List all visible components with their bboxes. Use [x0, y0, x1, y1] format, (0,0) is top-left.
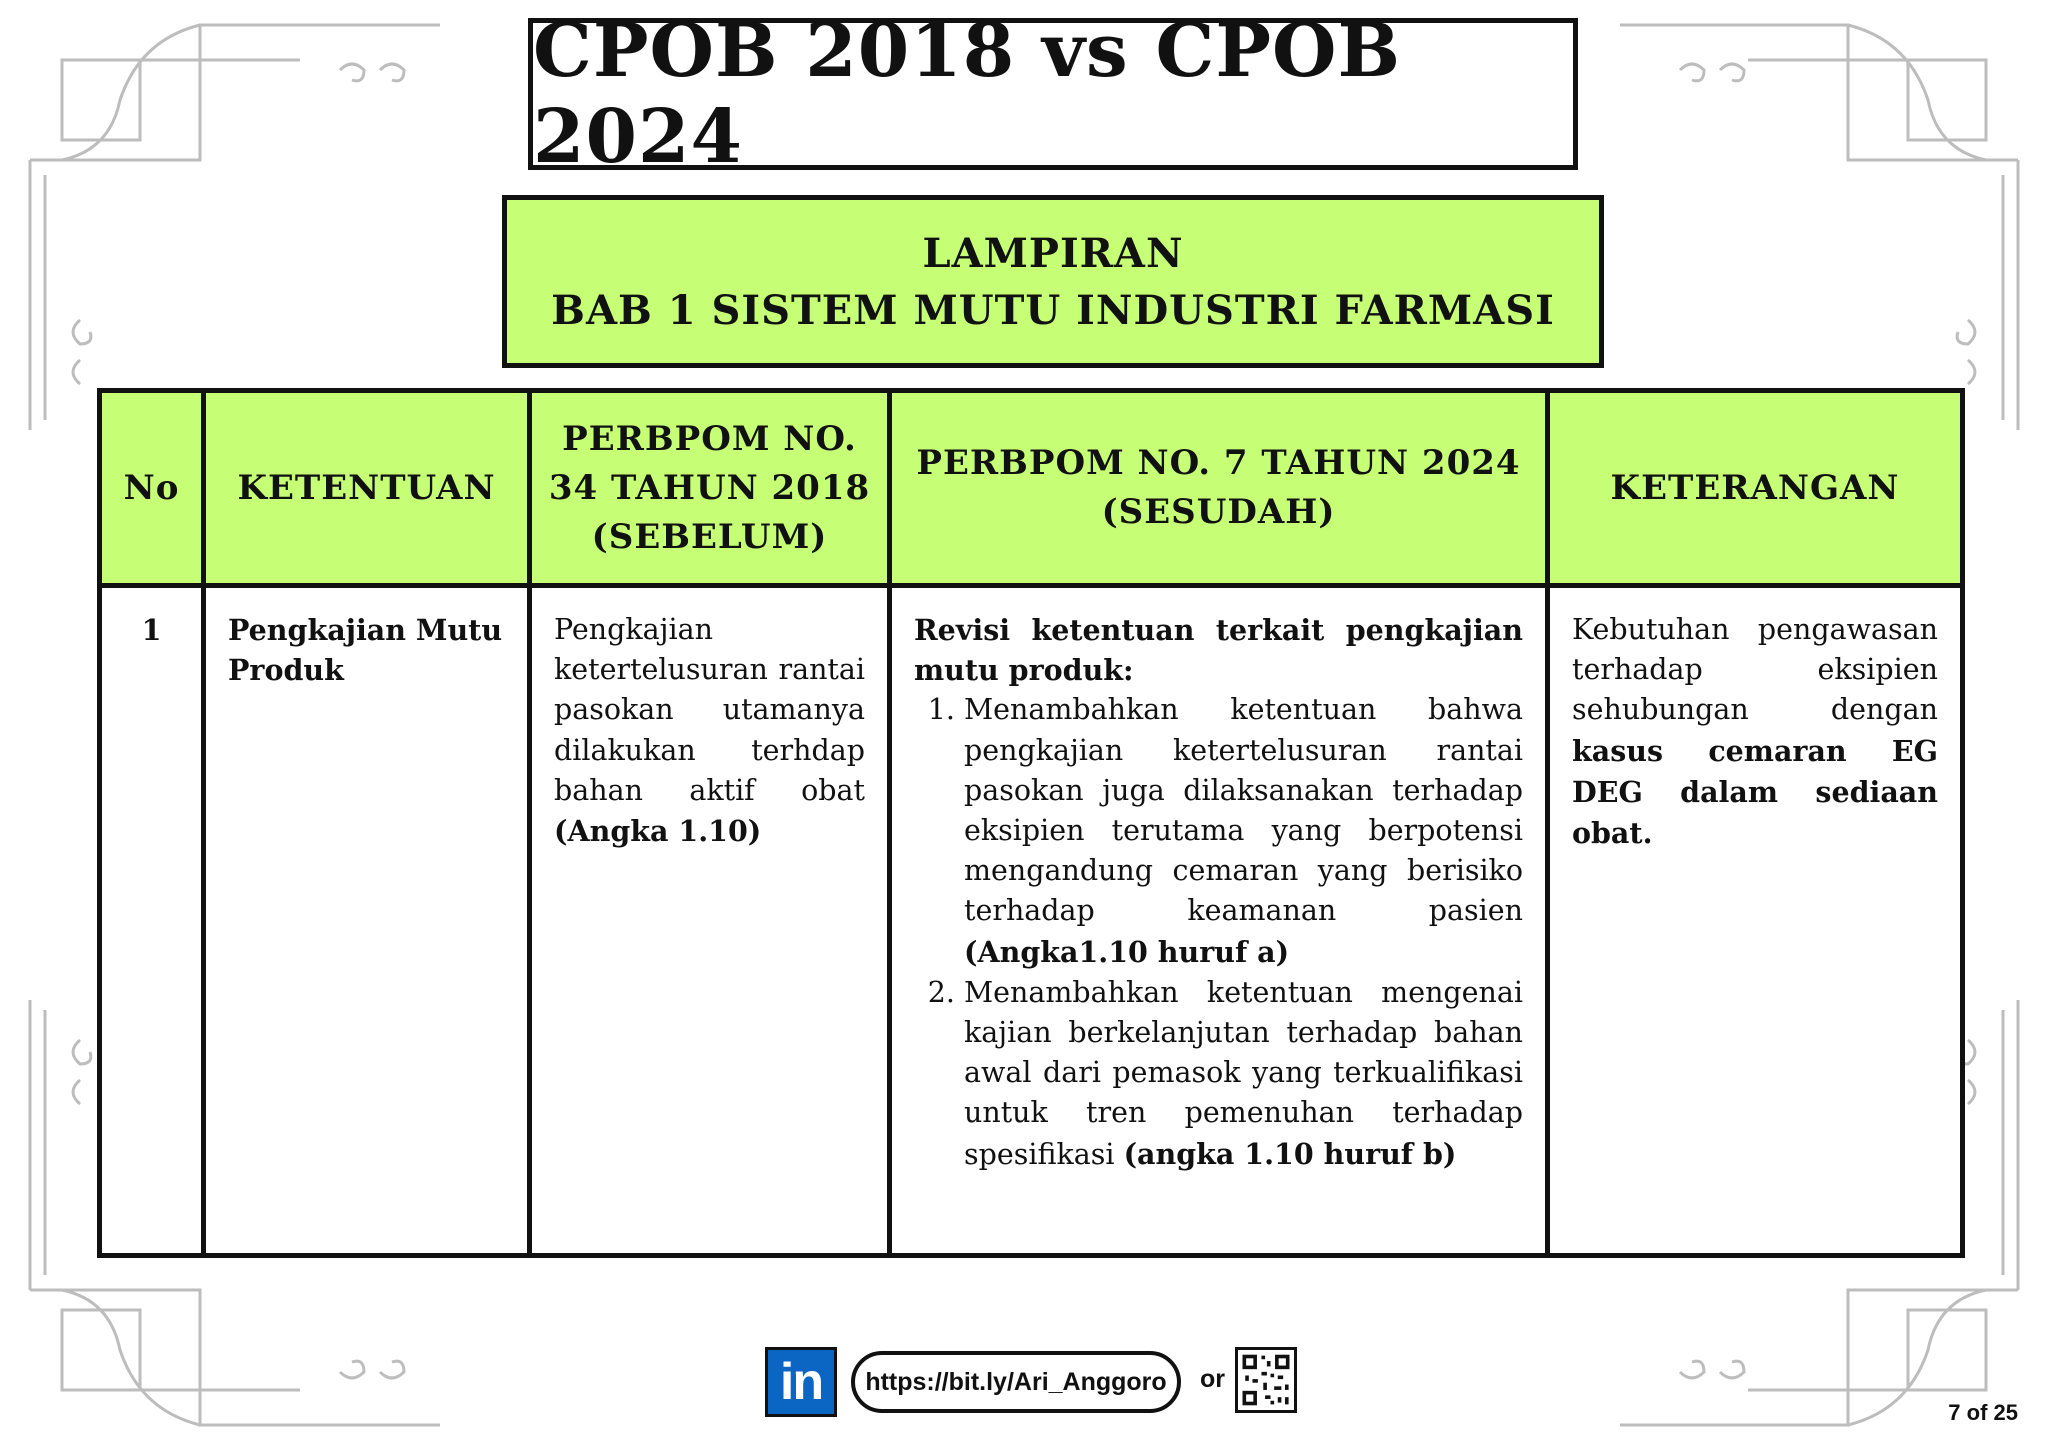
- row-note-text: Kebutuhan pengawasan terhadap eksipien sehubungan dengan: [1572, 613, 1938, 727]
- row-after-intro: Revisi ketentuan terkait pengkajian mutu produk:: [914, 613, 1523, 688]
- qr-code-icon[interactable]: [1235, 1347, 1297, 1413]
- row-after-item1-ref: (Angka1.10 huruf a): [964, 934, 1290, 969]
- section-heading: [502, 195, 1604, 368]
- row-after: [890, 586, 1548, 1256]
- row-before-ref: (Angka 1.10): [554, 814, 762, 849]
- row-number: 1: [100, 586, 204, 1256]
- row-keterangan: [1548, 586, 1963, 1256]
- header-ketentuan: KETENTUAN: [204, 391, 530, 586]
- comparison-table: [97, 388, 1965, 1258]
- profile-link[interactable]: https://bit.ly/Ari_Anggoro: [851, 1351, 1181, 1413]
- footer-or: or: [1200, 1365, 1225, 1393]
- table-header-row: [100, 391, 1963, 586]
- header-after-line2: (SESUDAH): [1101, 492, 1336, 532]
- header-keterangan: KETERANGAN: [1548, 391, 1963, 586]
- list-item: [964, 690, 1523, 972]
- header-no: No: [100, 391, 204, 586]
- header-before-line3: (SEBELUM): [591, 516, 828, 557]
- header-after: [890, 391, 1548, 586]
- header-before-line1: PERBPOM NO.: [562, 418, 857, 459]
- header-after-line1: PERBPOM NO. 7 TAHUN 2024: [916, 443, 1521, 483]
- row-before: [530, 586, 890, 1256]
- row-after-item2-text: Menambahkan ketentuan mengenai kajian berkelanjutan terhadap bahan awal dari pemasok yang terkualifikasi untuk tren pemenuhan terhadap spesifikasi: [964, 975, 1523, 1171]
- header-before-line2: 34 TAHUN 2018: [548, 467, 871, 508]
- header-before: [530, 391, 890, 586]
- page-title: CPOB 2018 vs CPOB 2024: [528, 18, 1578, 170]
- page-number: 7 of 25: [1948, 1400, 2018, 1425]
- linkedin-icon[interactable]: in: [765, 1347, 837, 1417]
- row-ketentuan: Pengkajian Mutu Produk: [204, 586, 530, 1256]
- row-note-bold: kasus cemaran EG DEG dalam sediaan obat.: [1572, 733, 1938, 851]
- row-before-text: Pengkajian ketertelusuran rantai pasokan utamanya dilakukan terhdap bahan aktif obat: [554, 613, 865, 807]
- list-item: [964, 973, 1523, 1175]
- footer: [0, 1345, 2048, 1415]
- section-heading-line1: LAMPIRAN: [922, 229, 1184, 277]
- row-after-item1-text: Menambahkan ketentuan bahwa pengkajian ketertelusuran rantai pasokan juga dilaksanakan terhadap eksipien terutama yang berpotensi mengandung cemaran yang berisiko terhadap keamanan pasien: [964, 693, 1523, 928]
- row-after-list: [914, 690, 1523, 1174]
- row-after-item2-ref: (angka 1.10 huruf b): [1123, 1136, 1457, 1171]
- section-heading-line2: BAB 1 SISTEM MUTU INDUSTRI FARMASI: [551, 286, 1555, 334]
- table-row: [100, 586, 1963, 1256]
